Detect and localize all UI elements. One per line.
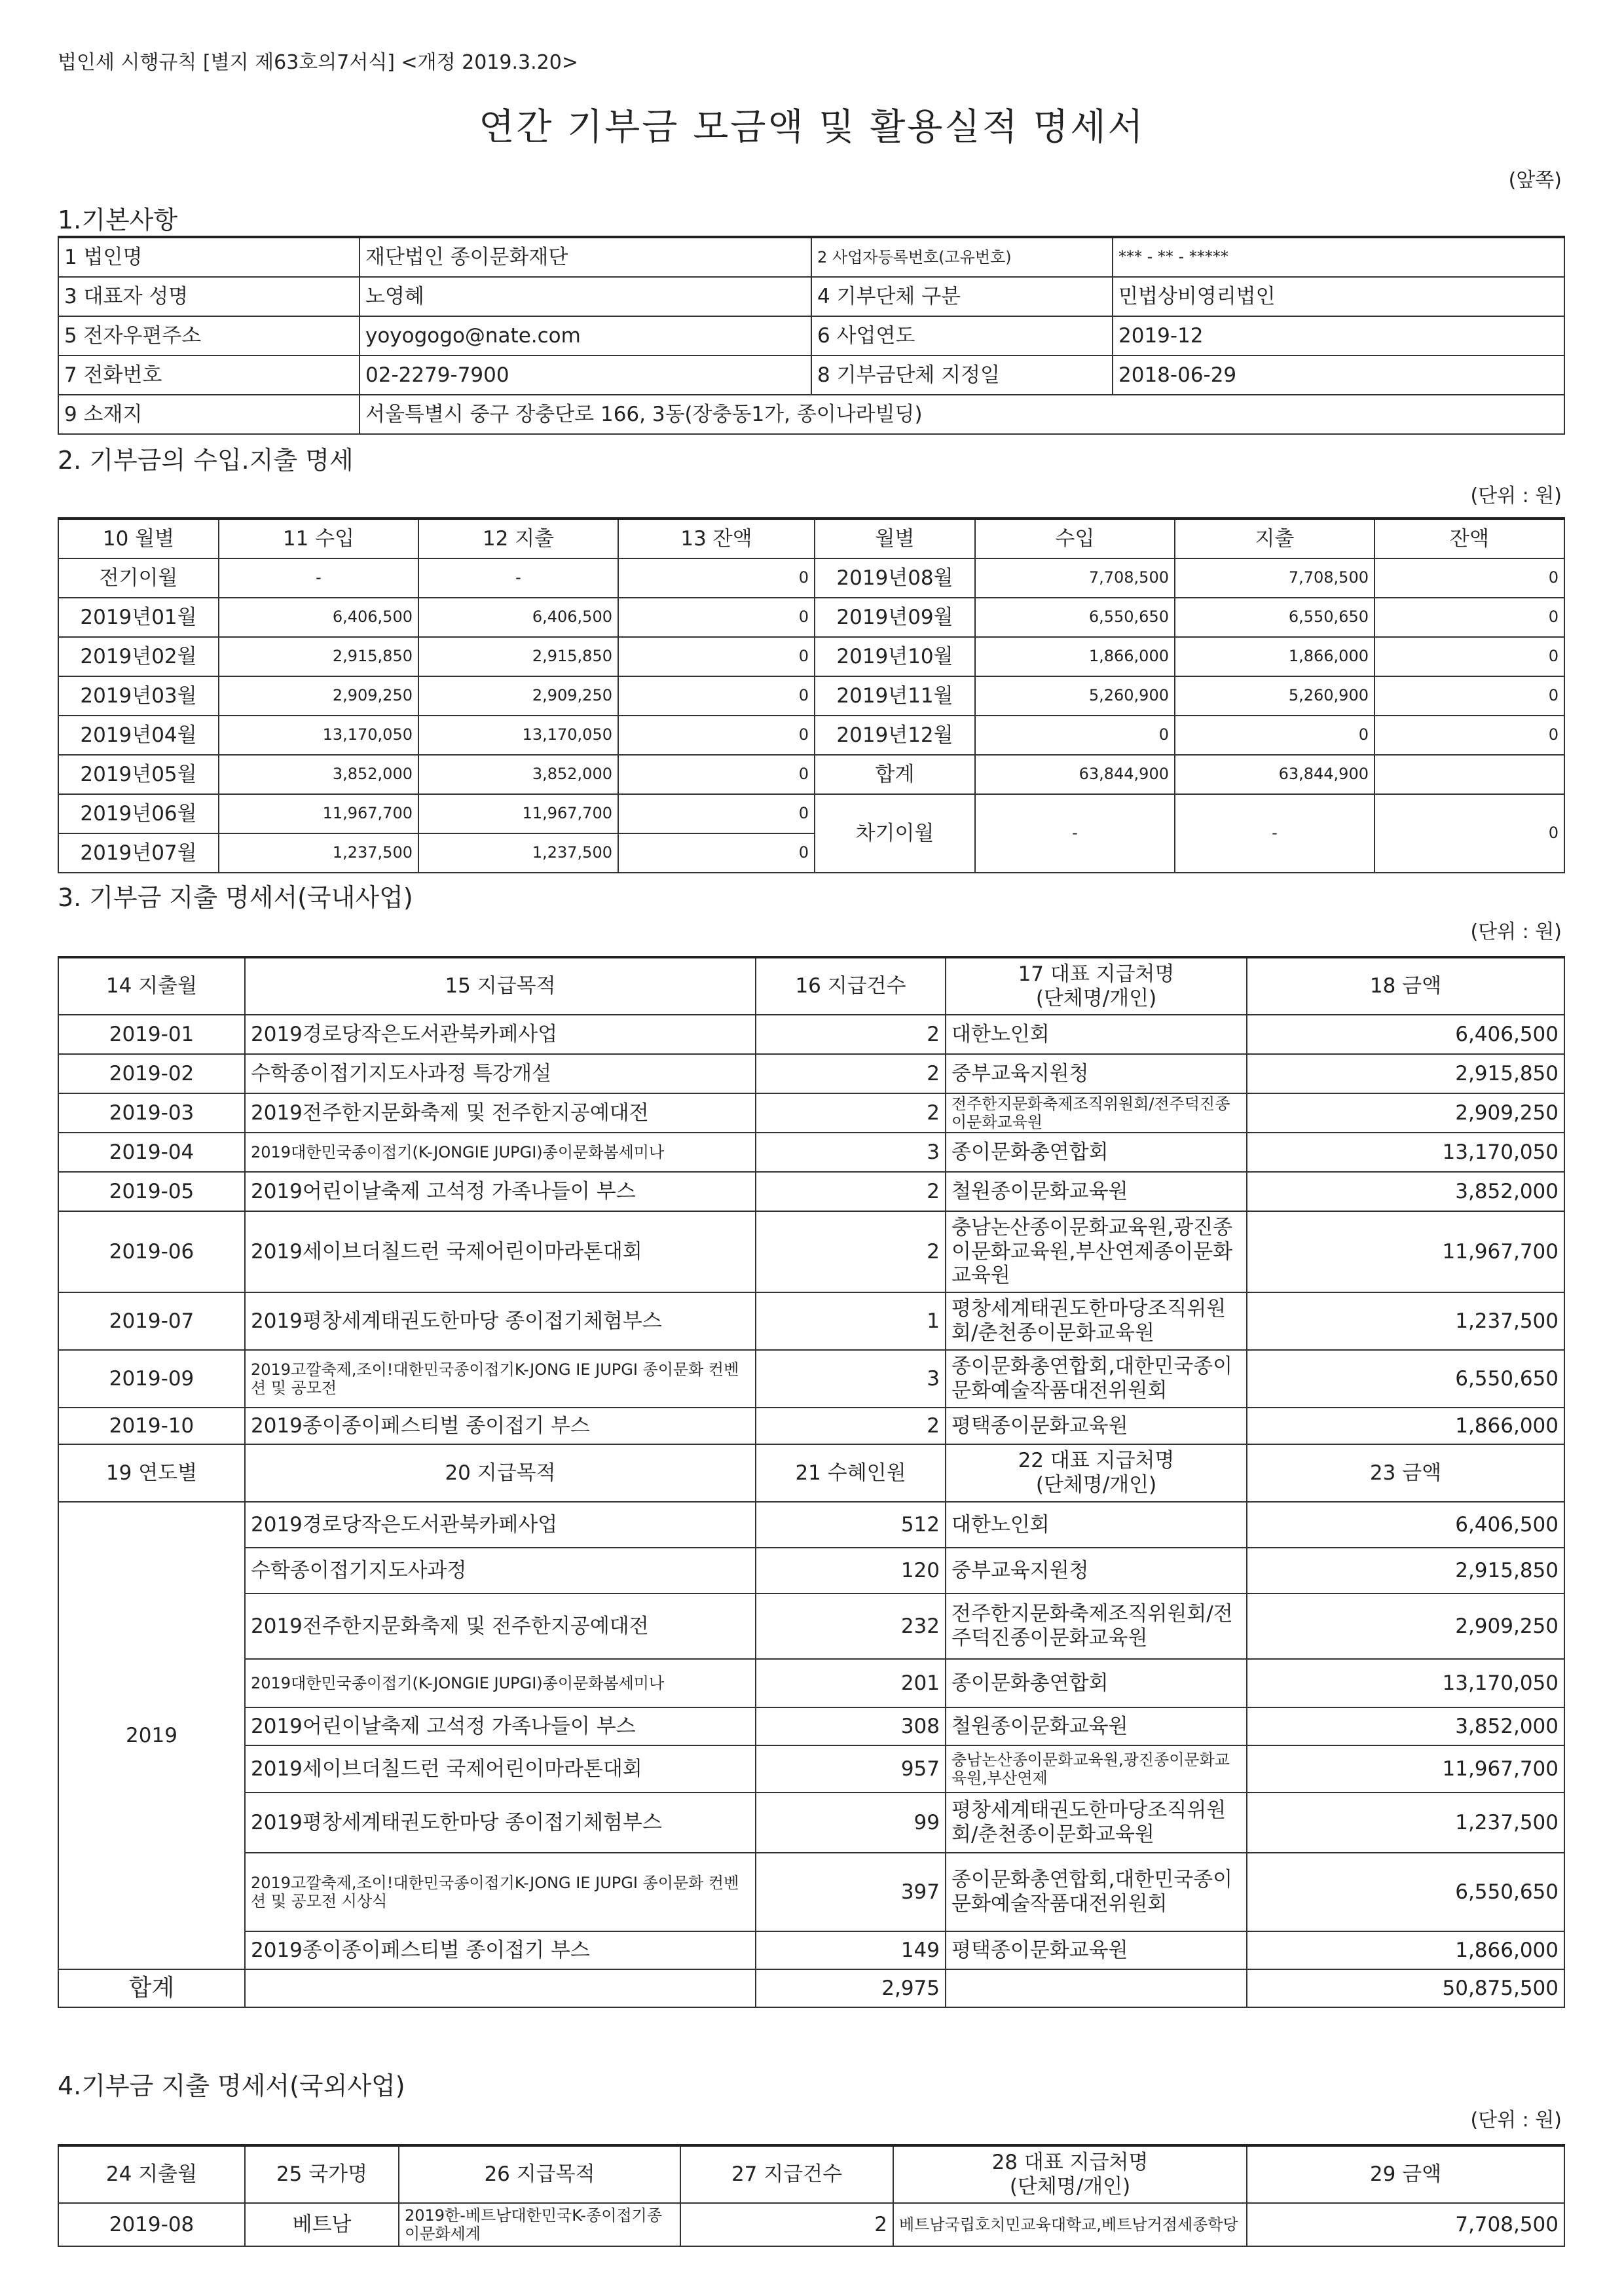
expense-cell: 5,260,900 (1175, 676, 1375, 716)
income-cell: - (219, 558, 418, 598)
month-cell: 2019년07월 (58, 833, 219, 873)
total-expense-cell: 63,844,900 (1175, 755, 1375, 794)
purpose-cell: 2019전주한지문화축제 및 전주한지공예대전 (245, 1093, 756, 1133)
col-header: 23 금액 (1247, 1444, 1564, 1502)
balance-cell: 0 (1375, 558, 1564, 598)
amount-cell: 1,866,000 (1247, 1931, 1564, 1969)
recipient-cell: 철원종이문화교육원 (946, 1172, 1247, 1211)
expense-cell: 6,550,650 (1175, 598, 1375, 637)
org-type-label: 4 기부단체 구분 (811, 277, 1113, 316)
designation-date-value: 2018-06-29 (1113, 355, 1564, 395)
table-row (58, 558, 1564, 598)
email-value: yoyogogo@nate.com (360, 316, 811, 355)
balance-cell: 0 (618, 676, 815, 716)
amount-cell: 2,909,250 (1247, 1093, 1564, 1133)
col-header: 25 국가명 (245, 2145, 399, 2203)
expense-cell: 3,852,000 (418, 755, 618, 794)
recipient-cell: 평택종이문화교육원 (946, 1931, 1247, 1969)
month-cell: 2019-01 (58, 1015, 245, 1054)
purpose-cell: 2019어린이날축제 고석정 가족나들이 부스 (245, 1707, 756, 1745)
purpose-cell: 수학종이접기지도사과정 (245, 1548, 756, 1594)
expense-cell: - (418, 558, 618, 598)
amount-cell: 13,170,050 (1247, 1133, 1564, 1172)
month-cell: 2019년09월 (815, 598, 975, 637)
income-cell: 2,909,250 (219, 676, 418, 716)
month-cell: 2019년12월 (815, 716, 975, 755)
purpose-cell: 2019대한민국종이접기(K-JONGIE JUPGI)종이문화봄세미나 (245, 1133, 756, 1172)
amount-cell: 1,866,000 (1247, 1408, 1564, 1444)
recipient-cell: 철원종이문화교육원 (946, 1707, 1247, 1745)
month-cell: 2019년02월 (58, 637, 219, 676)
balance-cell: 0 (618, 716, 815, 755)
table-row (58, 755, 1564, 794)
month-cell: 2019년06월 (58, 794, 219, 833)
total-empty-cell (245, 1969, 756, 2007)
designation-date-label: 8 기부금단체 지정일 (811, 355, 1113, 395)
month-cell: 2019년04월 (58, 716, 219, 755)
purpose-cell: 2019경로당작은도서관북카페사업 (245, 1015, 756, 1054)
section4-heading: 4.기부금 지출 명세서(국외사업) (58, 2071, 405, 2100)
month-cell: 2019년10월 (815, 637, 975, 676)
section1-heading: 1.기본사항 (58, 206, 178, 234)
beneficiaries-cell: 397 (756, 1853, 946, 1931)
count-cell: 2 (756, 1093, 946, 1133)
purpose-cell: 2019세이브더칠드런 국제어린이마라톤대회 (245, 1745, 756, 1793)
col-header: 16 지급건수 (756, 957, 946, 1015)
beneficiaries-cell: 957 (756, 1745, 946, 1793)
table-row (58, 1502, 1564, 1548)
section2-unit: (단위 : 원) (1470, 484, 1562, 507)
carry-over-balance-cell: 0 (1375, 794, 1564, 873)
beneficiaries-cell: 120 (756, 1548, 946, 1594)
ceo-label: 3 대표자 성명 (58, 277, 360, 316)
recipient-cell: 평창세계태권도한마당조직위원회/춘천종이문화교육원 (946, 1793, 1247, 1853)
balance-cell: 0 (618, 637, 815, 676)
table-row (58, 1172, 1564, 1211)
amount-cell: 6,550,650 (1247, 1350, 1564, 1408)
month-cell: 2019년08월 (815, 558, 975, 598)
balance-cell: 0 (1375, 716, 1564, 755)
count-cell: 2 (756, 1015, 946, 1054)
recipient-cell: 종이문화총연합회,대한민국종이문화예술작품대전위원회 (946, 1853, 1247, 1931)
recipient-cell: 중부교육지원청 (946, 1054, 1247, 1093)
expense-cell: 13,170,050 (418, 716, 618, 755)
purpose-cell: 2019한-베트남대한민국K-종이접기종이문화세계 (399, 2203, 680, 2246)
purpose-cell: 2019평창세계태권도한마당 종이접기체험부스 (245, 1793, 756, 1853)
amount-cell: 7,708,500 (1247, 2203, 1564, 2246)
col-header: 지출 (1175, 519, 1375, 558)
table-row (58, 1133, 1564, 1172)
email-label: 5 전자우편주소 (58, 316, 360, 355)
purpose-cell: 2019종이종이페스티벌 종이접기 부스 (245, 1408, 756, 1444)
col-header: 24 지출월 (58, 2145, 245, 2203)
table-row (58, 2203, 1564, 2246)
month-cell: 2019-03 (58, 1093, 245, 1133)
count-cell: 1 (756, 1292, 946, 1350)
table-row (58, 1548, 1564, 1594)
recipient-cell: 평창세계태권도한마당조직위원회/춘천종이문화교육원 (946, 1292, 1247, 1350)
expense-cell: 2,915,850 (418, 637, 618, 676)
recipient-cell: 종이문화총연합회,대한민국종이문화예술작품대전위원회 (946, 1350, 1247, 1408)
month-cell: 2019년05월 (58, 755, 219, 794)
table-row (58, 794, 1564, 833)
recipient-cell: 충남논산종이문화교육원,광진종이문화교육원,부산연제 (946, 1745, 1247, 1793)
yearly-header-row (58, 1444, 1564, 1502)
table-row (58, 676, 1564, 716)
count-cell: 2 (756, 1408, 946, 1444)
amount-cell: 6,406,500 (1247, 1015, 1564, 1054)
recipient-cell: 충남논산종이문화교육원,광진종이문화교육원,부산연제종이문화교육원 (946, 1211, 1247, 1292)
income-cell: 6,550,650 (975, 598, 1175, 637)
carry-over-expense-cell: - (1175, 794, 1375, 873)
address-label: 9 소재지 (58, 395, 360, 434)
col-header: 19 연도별 (58, 1444, 245, 1502)
month-cell: 2019-02 (58, 1054, 245, 1093)
col-header: 10 월별 (58, 519, 219, 558)
income-cell: 5,260,900 (975, 676, 1175, 716)
month-cell: 2019-10 (58, 1408, 245, 1444)
month-cell: 전기이월 (58, 558, 219, 598)
purpose-cell: 2019고깔축제,조이!대한민국종이접기K-JONG IE JUPGI 종이문화 컨벤션 및 공모전 시상식 (245, 1853, 756, 1931)
recipient-cell: 종이문화총연합회 (946, 1133, 1247, 1172)
page-side-label: (앞쪽) (1508, 169, 1562, 192)
table-row (58, 598, 1564, 637)
year-cell: 2019 (58, 1502, 245, 1969)
month-cell: 2019-06 (58, 1211, 245, 1292)
col-header: 수입 (975, 519, 1175, 558)
purpose-cell: 2019전주한지문화축제 및 전주한지공예대전 (245, 1594, 756, 1659)
month-cell: 2019-09 (58, 1350, 245, 1408)
domestic-expense-table (58, 956, 1565, 2008)
income-expense-table (58, 517, 1565, 873)
month-cell: 2019년01월 (58, 598, 219, 637)
amount-cell: 13,170,050 (1247, 1659, 1564, 1707)
col-header: 11 수입 (219, 519, 418, 558)
expense-cell: 11,967,700 (418, 794, 618, 833)
recipient-cell: 대한노인회 (946, 1015, 1247, 1054)
table-row (58, 1015, 1564, 1054)
recipient-cell: 종이문화총연합회 (946, 1659, 1247, 1707)
col-header: 21 수혜인원 (756, 1444, 946, 1502)
total-income-cell: 63,844,900 (975, 755, 1175, 794)
balance-cell: 0 (1375, 676, 1564, 716)
recipient-cell: 중부교육지원청 (946, 1548, 1247, 1594)
amount-cell: 11,967,700 (1247, 1745, 1564, 1793)
count-cell: 2 (756, 1211, 946, 1292)
month-cell: 2019-08 (58, 2203, 245, 2246)
amount-cell: 3,852,000 (1247, 1707, 1564, 1745)
amount-cell: 6,550,650 (1247, 1853, 1564, 1931)
fiscal-year-value: 2019-12 (1113, 316, 1564, 355)
count-cell: 2 (756, 1172, 946, 1211)
balance-cell: 0 (618, 794, 815, 833)
purpose-cell: 2019어린이날축제 고석정 가족나들이 부스 (245, 1172, 756, 1211)
amount-cell: 1,237,500 (1247, 1793, 1564, 1853)
section3-unit: (단위 : 원) (1470, 920, 1562, 943)
total-empty-cell (946, 1969, 1247, 2007)
recipient-cell: 베트남국립호치민교육대학교,베트남거점세종학당 (893, 2203, 1247, 2246)
income-cell: 13,170,050 (219, 716, 418, 755)
col-header: 22 대표 지급처명 (단체명/개인) (946, 1444, 1247, 1502)
table-row (58, 1793, 1564, 1853)
expense-cell: 0 (1175, 716, 1375, 755)
country-cell: 베트남 (245, 2203, 399, 2246)
beneficiaries-cell: 99 (756, 1793, 946, 1853)
purpose-cell: 2019고깔축제,조이!대한민국종이접기K-JONG IE JUPGI 종이문화 컨벤션 및 공모전 (245, 1350, 756, 1408)
purpose-cell: 수학종이접기지도사과정 특강개설 (245, 1054, 756, 1093)
purpose-cell: 2019대한민국종이접기(K-JONGIE JUPGI)종이문화봄세미나 (245, 1659, 756, 1707)
table-row (58, 716, 1564, 755)
col-header: 27 지급건수 (680, 2145, 893, 2203)
balance-cell: 0 (618, 598, 815, 637)
col-header: 18 금액 (1247, 957, 1564, 1015)
purpose-cell: 2019경로당작은도서관북카페사업 (245, 1502, 756, 1548)
count-cell: 3 (756, 1350, 946, 1408)
bizno-value: *** - ** - ***** (1113, 237, 1564, 277)
month-cell: 2019년03월 (58, 676, 219, 716)
overseas-header-row (58, 2145, 1564, 2203)
section2-heading: 2. 기부금의 수입.지출 명세 (58, 446, 354, 475)
recipient-cell: 평택종이문화교육원 (946, 1408, 1247, 1444)
col-header: 14 지출월 (58, 957, 245, 1015)
month-cell: 2019-05 (58, 1172, 245, 1211)
col-header: 월별 (815, 519, 975, 558)
col-header: 15 지급목적 (245, 957, 756, 1015)
phone-label: 7 전화번호 (58, 355, 360, 395)
col-header: 26 지급목적 (399, 2145, 680, 2203)
table-row (58, 1659, 1564, 1707)
income-expense-header-row (58, 519, 1564, 558)
table-row (58, 1408, 1564, 1444)
income-cell: 7,708,500 (975, 558, 1175, 598)
count-cell: 3 (756, 1133, 946, 1172)
total-amount: 50,875,500 (1247, 1969, 1564, 2007)
beneficiaries-cell: 201 (756, 1659, 946, 1707)
section4-unit: (단위 : 원) (1470, 2109, 1562, 2132)
total-label-cell: 합계 (815, 755, 975, 794)
purpose-cell: 2019세이브더칠드런 국제어린이마라톤대회 (245, 1211, 756, 1292)
section3-heading: 3. 기부금 지출 명세서(국내사업) (58, 883, 413, 912)
col-header: 13 잔액 (618, 519, 815, 558)
count-cell: 2 (756, 1054, 946, 1093)
expense-cell: 2,909,250 (418, 676, 618, 716)
table-row (58, 1594, 1564, 1659)
expense-cell: 6,406,500 (418, 598, 618, 637)
income-cell: 2,915,850 (219, 637, 418, 676)
income-cell: 1,866,000 (975, 637, 1175, 676)
col-header: 20 지급목적 (245, 1444, 756, 1502)
col-header: 잔액 (1375, 519, 1564, 558)
amount-cell: 3,852,000 (1247, 1172, 1564, 1211)
expense-cell: 7,708,500 (1175, 558, 1375, 598)
amount-cell: 2,915,850 (1247, 1054, 1564, 1093)
recipient-cell: 대한노인회 (946, 1502, 1247, 1548)
amount-cell: 2,915,850 (1247, 1548, 1564, 1594)
income-cell: 3,852,000 (219, 755, 418, 794)
balance-cell: 0 (1375, 637, 1564, 676)
recipient-cell: 전주한지문화축제조직위원회/전주덕진종이문화교육원 (946, 1594, 1247, 1659)
balance-cell: 0 (618, 833, 815, 873)
amount-cell: 1,237,500 (1247, 1292, 1564, 1350)
table-row (58, 1093, 1564, 1133)
basic-info-table (58, 236, 1565, 435)
table-row (58, 1745, 1564, 1793)
beneficiaries-cell: 308 (756, 1707, 946, 1745)
expense-cell: 1,237,500 (418, 833, 618, 873)
table-row (58, 637, 1564, 676)
bizno-label: 2 사업자등록번호(고유번호) (811, 237, 1113, 277)
domestic-header-row (58, 957, 1564, 1015)
count-cell: 2 (680, 2203, 893, 2246)
amount-cell: 2,909,250 (1247, 1594, 1564, 1659)
balance-cell: 0 (1375, 598, 1564, 637)
expense-cell: 1,866,000 (1175, 637, 1375, 676)
month-cell: 2019-04 (58, 1133, 245, 1172)
purpose-cell: 2019종이종이페스티벌 종이접기 부스 (245, 1931, 756, 1969)
beneficiaries-cell: 232 (756, 1594, 946, 1659)
total-row (58, 1969, 1564, 2007)
beneficiaries-cell: 512 (756, 1502, 946, 1548)
carry-over-label-cell: 차기이월 (815, 794, 975, 873)
month-cell: 2019-07 (58, 1292, 245, 1350)
col-header: 28 대표 지급처명 (단체명/개인) (893, 2145, 1247, 2203)
address-value: 서울특별시 중구 장충단로 166, 3동(장충동1가, 종이나라빌딩) (360, 395, 1564, 434)
beneficiaries-cell: 149 (756, 1931, 946, 1969)
table-row (58, 1931, 1564, 1969)
document-title: 연간 기부금 모금액 및 활용실적 명세서 (479, 106, 1145, 149)
income-cell: 11,967,700 (219, 794, 418, 833)
amount-cell: 6,406,500 (1247, 1502, 1564, 1548)
law-reference: 법인세 시행규칙 [별지 제63호의7서식] <개정 2019.3.20> (58, 51, 578, 74)
ceo-value: 노영혜 (360, 277, 811, 316)
org-type-value: 민법상비영리법인 (1113, 277, 1564, 316)
corp-name-value: 재단법인 종이문화재단 (360, 237, 811, 277)
table-row (58, 1211, 1564, 1292)
carry-over-income-cell: - (975, 794, 1175, 873)
total-count: 2,975 (756, 1969, 946, 2007)
table-row (58, 1853, 1564, 1931)
recipient-cell: 전주한지문화축제조직위원회/전주덕진종이문화교육원 (946, 1093, 1247, 1133)
corp-name-label: 1 법인명 (58, 237, 360, 277)
total-balance-cell (1375, 755, 1564, 794)
table-row (58, 1054, 1564, 1093)
month-cell: 2019년11월 (815, 676, 975, 716)
income-cell: 6,406,500 (219, 598, 418, 637)
col-header: 12 지출 (418, 519, 618, 558)
balance-cell: 0 (618, 755, 815, 794)
col-header: 17 대표 지급처명 (단체명/개인) (946, 957, 1247, 1015)
table-row (58, 1350, 1564, 1408)
balance-cell: 0 (618, 558, 815, 598)
fiscal-year-label: 6 사업연도 (811, 316, 1113, 355)
purpose-cell: 2019평창세계태권도한마당 종이접기체험부스 (245, 1292, 756, 1350)
overseas-expense-table (58, 2144, 1565, 2247)
phone-value: 02-2279-7900 (360, 355, 811, 395)
table-row (58, 1707, 1564, 1745)
col-header: 29 금액 (1247, 2145, 1564, 2203)
income-cell: 1,237,500 (219, 833, 418, 873)
total-label: 합계 (58, 1969, 245, 2007)
income-cell: 0 (975, 716, 1175, 755)
table-row (58, 1292, 1564, 1350)
amount-cell: 11,967,700 (1247, 1211, 1564, 1292)
